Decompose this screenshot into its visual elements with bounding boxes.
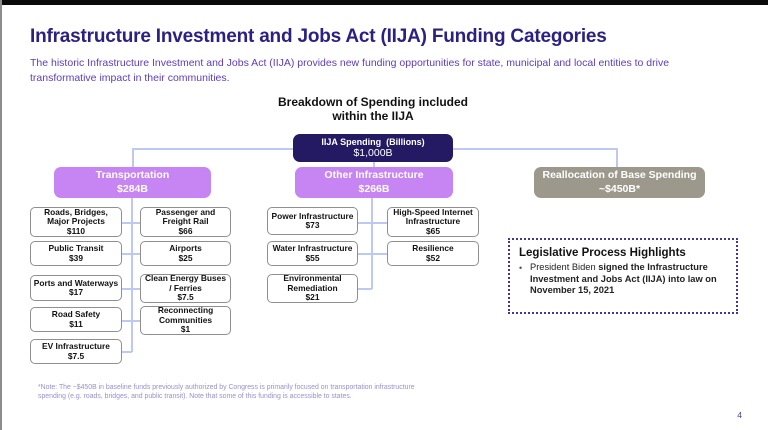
node-label: Power Infrastructure (271, 210, 354, 221)
node-label: Ports and Waterways (33, 277, 119, 288)
node-label: Other Infrastructure (324, 169, 424, 182)
node-roads-bridges (30, 207, 122, 237)
node-environmental-remediation (267, 274, 358, 303)
node-value: $266B (358, 182, 390, 195)
node-label: Passenger and Freight Rail (155, 206, 216, 227)
connector-stub-row2 (122, 253, 140, 255)
node-label: Resilience (412, 243, 454, 254)
node-label: Airports (169, 243, 202, 254)
node-power-infrastructure (267, 207, 358, 235)
node-label: Water Infrastructure (272, 243, 353, 254)
node-other-infrastructure (295, 167, 453, 198)
node-value: $11 (69, 318, 83, 329)
node-iija-spending (293, 134, 453, 162)
bullet-dot-icon: • (519, 263, 523, 273)
node-transportation (54, 167, 211, 198)
node-ports-waterways (30, 275, 122, 301)
node-public-transit (30, 241, 122, 266)
node-value: $110 (66, 225, 86, 236)
left-edge-line (0, 0, 2, 430)
node-value: $1 (180, 324, 191, 335)
slide-subtitle: The historic Infrastructure Investment and Jobs Act (IIJA) provides new funding opportunities for state, municipal and local entities to drive transformative impact in their communities. (30, 57, 670, 85)
node-value: $65 (426, 225, 440, 236)
highlights-bullet-text (530, 262, 727, 297)
node-label: High-Speed Internet Infrastructure (393, 206, 473, 227)
node-value: $17 (69, 287, 83, 297)
node-road-safety (30, 307, 122, 332)
connector-stub-row4 (122, 320, 140, 322)
footnote (38, 384, 458, 401)
bullet-prefix: President Biden (530, 262, 599, 272)
node-value: $55 (305, 252, 320, 263)
connector-drop-transportation (132, 148, 134, 167)
node-value: $7.5 (177, 292, 194, 303)
node-ev-infrastructure (30, 339, 122, 364)
slide-title: Infrastructure Investment and Jobs Act (IIJA) Funding Categories (30, 26, 607, 47)
footnote-line1: *Note: The ~$450B in baseline funds previously authorized by Congress is primarily focused on transportation infrastructure (38, 384, 415, 391)
diagram-heading-line1: Breakdown of Spending included (277, 95, 468, 109)
node-value: $39 (69, 252, 83, 263)
node-value: $73 (305, 220, 320, 230)
legislative-highlights-box (508, 238, 738, 314)
node-value: $1,000B (353, 147, 393, 159)
node-reconnecting-communities (140, 306, 231, 335)
node-label: Transportation (95, 169, 170, 182)
node-label: Roads, Bridges, Major Projects (44, 206, 108, 227)
node-value: $7.5 (67, 350, 85, 361)
node-label: Public Transit (48, 243, 104, 254)
diagram-heading-line2: within the IIJA (332, 108, 414, 123)
node-high-speed-internet (387, 207, 479, 237)
connector-stub-oi-row3 (357, 288, 372, 290)
node-label: Reconnecting Communities (157, 305, 214, 325)
node-value: ~$450B* (598, 182, 641, 195)
node-value: $284B (117, 182, 148, 195)
node-label: IIJA Spending (Billions) (321, 137, 425, 147)
connector-stub-row1 (122, 222, 140, 224)
node-value: $25 (178, 252, 193, 263)
connector-stub-row5 (122, 351, 132, 353)
node-reallocation (534, 167, 705, 198)
node-label: Reallocation of Base Spending (542, 169, 697, 182)
connector-stub-row3 (122, 288, 140, 290)
connector-drop-reallocation (616, 148, 618, 167)
diagram-heading (253, 96, 493, 124)
node-airports (140, 241, 231, 266)
connector-stub-oi-row1 (357, 222, 387, 224)
node-label: Road Safety (51, 309, 101, 320)
node-value: $21 (305, 292, 320, 303)
node-label: EV Infrastructure (42, 341, 110, 352)
footnote-line2: spending (e.g. roads, bridges, and public transit). Note that some of this funding is accessible to states. (38, 392, 352, 400)
connector-trunk-other-infrastructure (371, 198, 373, 289)
node-water-infrastructure (267, 241, 358, 266)
node-value: $66 (178, 225, 193, 236)
node-clean-energy-buses (140, 274, 231, 303)
node-passenger-freight-rail (140, 207, 231, 237)
node-label: Environmental Remediation (283, 273, 342, 293)
top-bar (0, 0, 768, 5)
node-label: Clean Energy Buses / Ferries (145, 273, 226, 293)
highlights-title: Legislative Process Highlights (519, 247, 686, 259)
node-resilience (387, 241, 479, 266)
connector-stub-oi-row2 (357, 253, 387, 255)
page-number: 4 (737, 410, 742, 420)
bullet-bold-text: signed the Infrastructure Investment and Jobs Act (IIJA) into law on November 15, 2021 (530, 262, 717, 296)
node-value: $52 (426, 252, 440, 263)
highlights-bullet (519, 262, 727, 297)
